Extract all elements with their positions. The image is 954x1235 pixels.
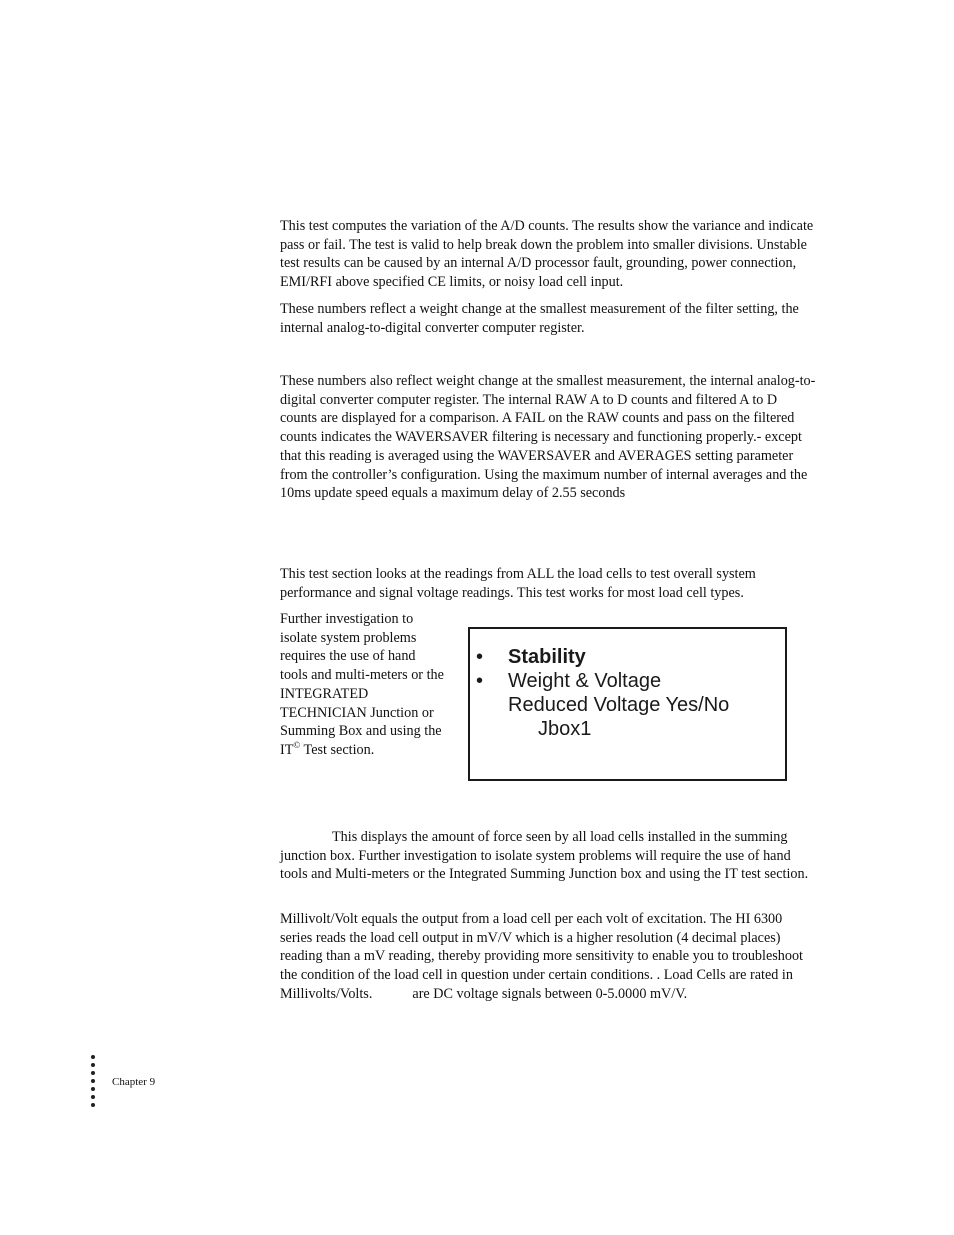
chapter-footer: Chapter 9: [112, 1076, 156, 1088]
screen-item-weight-voltage: Weight & Voltage: [508, 670, 662, 692]
dot: [91, 1063, 95, 1067]
dot: [91, 1079, 95, 1083]
dot: [91, 1095, 95, 1099]
filter-counts-paragraph: These numbers reflect a weight change at the smallest measurement of the filter setting, the internal analog-to-digital converter computer register.: [280, 301, 799, 336]
millivolt-text-end: are DC voltage signals between 0-5.0000 mV/V.: [412, 985, 688, 1002]
screen-item-stability: Stability: [508, 646, 586, 668]
investigation-text: Further investigation to isolate system problems requires the use of hand tools and multi-meters or the INTEGRATED TECHNICIAN Junction or Summing Box and using the IT: [280, 611, 444, 758]
bullet-icon: •: [476, 670, 484, 692]
weight-voltage-intro-paragraph: This test section looks at the readings from ALL the load cells to test overall system performance and signal voltage readings. This test works for most load cell types.: [280, 566, 756, 601]
margin-dots: [91, 1055, 97, 1111]
investigation-text-end: Test section.: [300, 741, 375, 758]
dot: [91, 1087, 95, 1091]
millivolt-text: Millivolt/Volt equals the output from a load cell per each volt of excitation. The HI 6300 series reads the load cell output in mV/V which is a higher resolution (4 decimal places) reading than a mV reading, thereby providing more sensitivity to enable you to troubleshoot the condition of the load cell in question under certain conditions. . Load Cells are rated in Millivolts/Volts.: [280, 911, 803, 1002]
bullet-icon: •: [476, 646, 484, 668]
force-display-paragraph: This displays the amount of force seen by all load cells installed in the summing junction box. Further investigation to isolate system problems will require the use of hand tools and Multi-meters or the Integrated Summing Junction box and using the IT test section.: [280, 829, 809, 883]
dot: [91, 1055, 95, 1059]
millivolt-paragraph: [280, 910, 816, 1004]
dot: [91, 1071, 95, 1075]
screen-item-reduced-voltage: Reduced Voltage Yes/No: [508, 694, 730, 716]
display-screen-figure: [468, 627, 787, 781]
dot: [91, 1103, 95, 1107]
stability-test-paragraph: This test computes the variation of the A/D counts. The results show the variance and indicate pass or fail. The test is valid to help break down the problem into smaller divisions. Unstable test results can be caused by an internal A/D processor fault, grounding, power connection, EMI/RFI above specified CE limits, or noisy load cell input.: [280, 218, 814, 291]
investigation-paragraph: [280, 610, 446, 760]
copyright-mark: ©: [293, 739, 301, 750]
raw-counts-paragraph: These numbers also reflect weight change at the smallest measurement, the internal analog-to-digital converter computer register. The internal RAW A to D counts and filtered A to D counts are displayed for a comparison. A FAIL on the RAW counts and pass on the filtered counts indicates the WAVERSAVER filtering is necessary and functioning properly.- except that this reading is averaged using the WAVERSAVER and AVERAGES setting parameter from the controller’s configuration. Using the maximum number of internal averages and the 10ms update speed equals a maximum delay of 2.55 seconds: [280, 373, 816, 502]
screen-item-jbox1: Jbox1: [538, 718, 592, 740]
